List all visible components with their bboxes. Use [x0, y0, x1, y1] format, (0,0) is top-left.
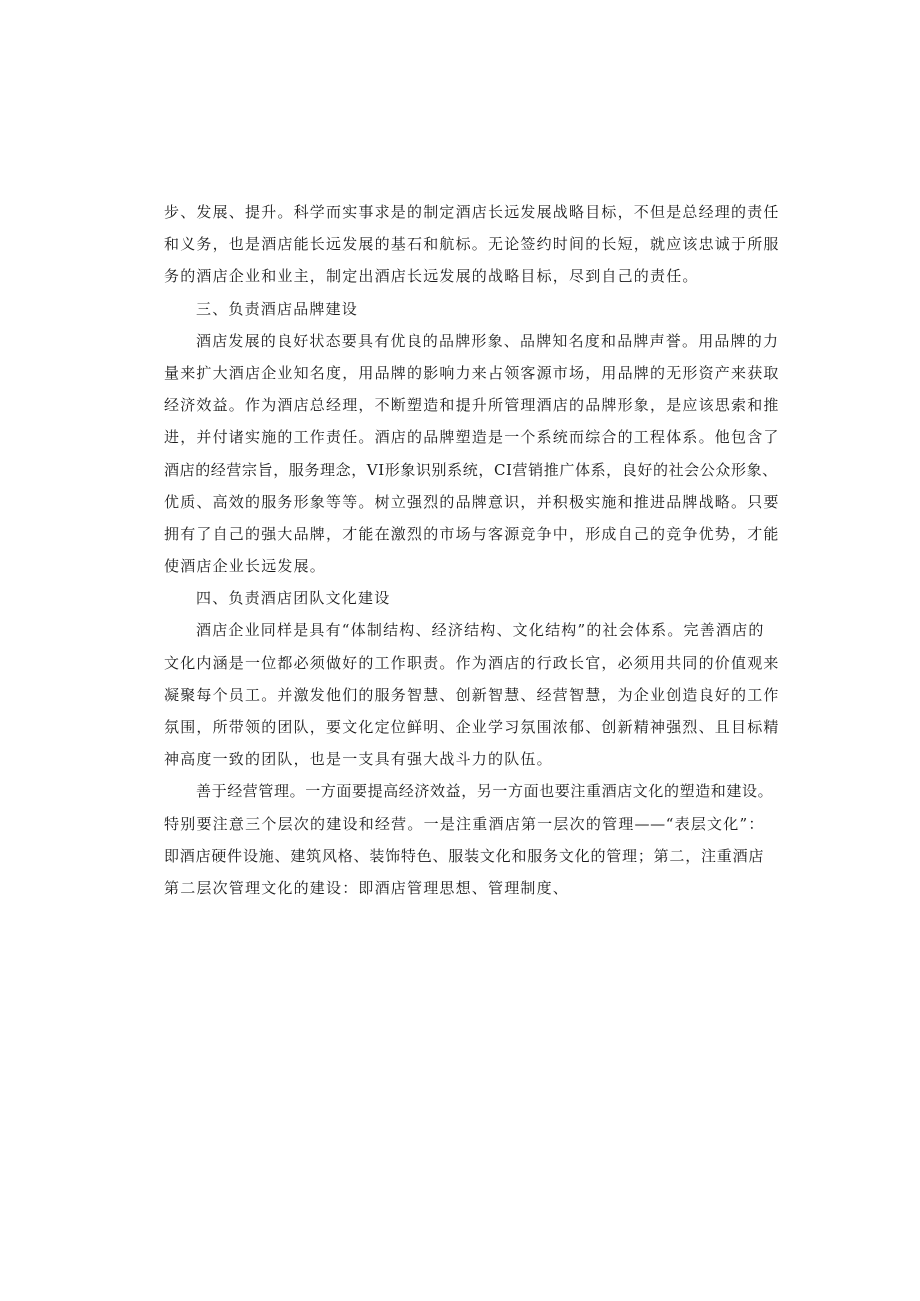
paragraph-line: 拥有了自己的强大品牌，才能在激烈的市场与客源竞争中，形成自己的竞争优势，才能: [164, 524, 780, 543]
paragraph-line: 即酒店硬件设施、建筑风格、装饰特色、服装文化和服务文化的管理；第二，注重酒店: [164, 846, 764, 865]
paragraph-line: 神高度一致的团队，也是一支具有强大战斗力的队伍。: [164, 750, 553, 769]
paragraph-line: 酒店发展的良好状态要具有优良的品牌形象、品牌知名度和品牌声誉。用品牌的力: [196, 331, 780, 350]
paragraph-line: 经济效益。作为酒店总经理，不断塑造和提升所管理酒店的品牌形象，是应该思索和推: [164, 396, 780, 415]
paragraph-line: 第二层次管理文化的建设：即酒店管理思想、管理制度、: [164, 878, 570, 897]
paragraph-line: 使酒店企业长远发展。: [164, 557, 327, 576]
paragraph-line: 进，并付诸实施的工作责任。酒店的品牌塑造是一个系统而综合的工程体系。他包含了: [164, 428, 780, 447]
paragraph-line: 酒店的经营宗旨，服务理念，VI形象识别系统，CI营销推广体系，良好的社会公众形象、: [164, 460, 778, 479]
document-body: [164, 196, 780, 904]
paragraph-line: 酒店企业同样是具有“体制结构、经济结构、文化结构”的社会体系。完善酒店的: [196, 621, 765, 640]
paragraph-line: 氛围，所带领的团队，要文化定位鲜明、企业学习氛围浓郁、创新精神强烈、且目标精: [164, 718, 780, 736]
paragraph-line: 和义务，也是酒店能长远发展的基石和航标。无论签约时间的长短，就应该忠诚于所服: [164, 235, 780, 254]
section-heading: 四、负责酒店团队文化建设: [196, 589, 391, 608]
paragraph-line: 特别要注意三个层次的建设和经营。一是注重酒店第一层次的管理——“表层文化”：: [164, 814, 764, 833]
paragraph-line: 凝聚每个员工。并激发他们的服务智慧、创新智慧、经营智慧，为企业创造良好的工作: [164, 685, 780, 704]
paragraph-line: 优质、高效的服务形象等等。树立强烈的品牌意识，并积极实施和推进品牌战略。只要: [164, 492, 780, 511]
paragraph-line: 文化内涵是一位都必须做好的工作职责。作为酒店的行政长官，必须用共同的价值观来: [164, 653, 780, 672]
section-heading: 三、负责酒店品牌建设: [196, 299, 359, 318]
paragraph-line: 量来扩大酒店企业知名度，用品牌的影响力来占领客源市场，用品牌的无形资产来获取: [164, 363, 780, 382]
paragraph-line: 善于经营管理。一方面要提高经济效益，另一方面也要注重酒店文化的塑造和建设。: [196, 782, 774, 801]
paragraph-line: 务的酒店企业和业主，制定出酒店长远发展的战略目标，尽到自己的责任。: [164, 267, 699, 286]
paragraph-line: 步、发展、提升。科学而实事求是的制定酒店长远发展战略目标，不但是总经理的责任: [164, 203, 780, 221]
